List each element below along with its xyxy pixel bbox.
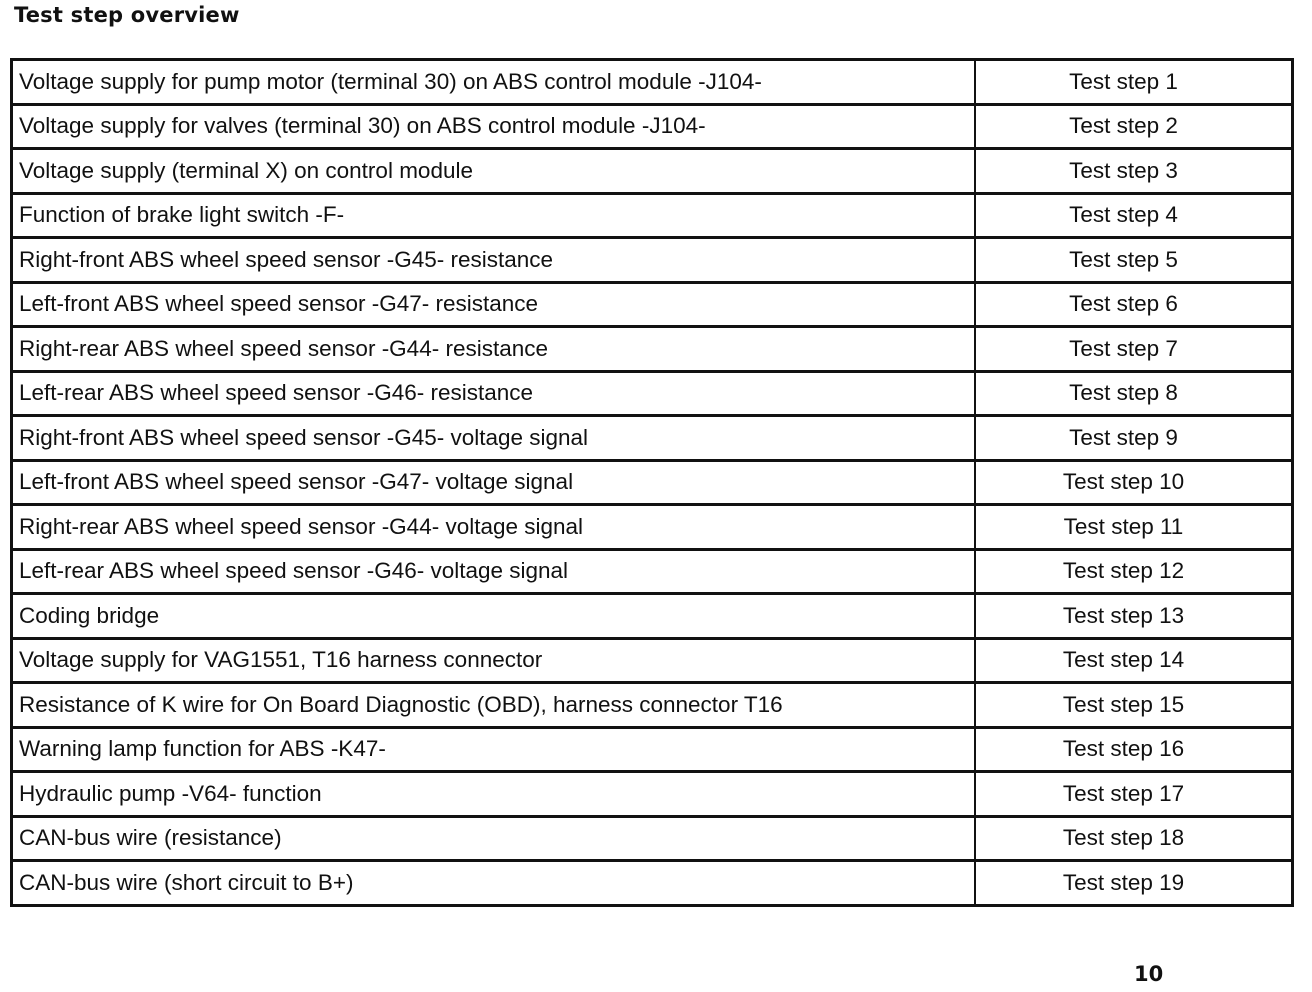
row-test-step: Test step 19 (975, 861, 1293, 906)
row-description: CAN-bus wire (resistance) (12, 816, 976, 861)
table-row (12, 594, 1293, 639)
row-test-step: Test step 14 (975, 638, 1293, 683)
table-row (12, 861, 1293, 906)
table-row (12, 683, 1293, 728)
row-test-step: Test step 9 (975, 416, 1293, 461)
row-description: Warning lamp function for ABS -K47- (12, 727, 976, 772)
row-test-step: Test step 5 (975, 238, 1293, 283)
table-row (12, 60, 1293, 105)
table-row (12, 371, 1293, 416)
table-row (12, 505, 1293, 550)
row-test-step: Test step 2 (975, 104, 1293, 149)
table-row (12, 282, 1293, 327)
row-test-step: Test step 3 (975, 149, 1293, 194)
table-row (12, 638, 1293, 683)
row-test-step: Test step 16 (975, 727, 1293, 772)
table-row (12, 193, 1293, 238)
row-test-step: Test step 8 (975, 371, 1293, 416)
row-description: Voltage supply for valves (terminal 30) on ABS control module -J104- (12, 104, 976, 149)
row-test-step: Test step 13 (975, 594, 1293, 639)
row-description: CAN-bus wire (short circuit to B+) (12, 861, 976, 906)
row-test-step: Test step 4 (975, 193, 1293, 238)
row-description: Voltage supply for VAG1551, T16 harness connector (12, 638, 976, 683)
table-row (12, 104, 1293, 149)
row-description: Left-front ABS wheel speed sensor -G47- voltage signal (12, 460, 976, 505)
table-row (12, 772, 1293, 817)
row-test-step: Test step 6 (975, 282, 1293, 327)
row-description: Left-front ABS wheel speed sensor -G47- resistance (12, 282, 976, 327)
row-test-step: Test step 15 (975, 683, 1293, 728)
row-description: Voltage supply (terminal X) on control module (12, 149, 976, 194)
row-test-step: Test step 17 (975, 772, 1293, 817)
row-test-step: Test step 10 (975, 460, 1293, 505)
row-description: Right-front ABS wheel speed sensor -G45- voltage signal (12, 416, 976, 461)
row-description: Function of brake light switch -F- (12, 193, 976, 238)
row-description: Left-rear ABS wheel speed sensor -G46- voltage signal (12, 549, 976, 594)
table-row (12, 816, 1293, 861)
table-row (12, 238, 1293, 283)
table-row (12, 727, 1293, 772)
row-description: Hydraulic pump -V64- function (12, 772, 976, 817)
table-row (12, 327, 1293, 372)
table-row (12, 460, 1293, 505)
page-title: Test step overview (14, 3, 240, 27)
row-description: Coding bridge (12, 594, 976, 639)
row-description: Right-rear ABS wheel speed sensor -G44- voltage signal (12, 505, 976, 550)
page-number: 10 (1134, 962, 1164, 986)
row-test-step: Test step 11 (975, 505, 1293, 550)
table-row (12, 416, 1293, 461)
table-row (12, 549, 1293, 594)
row-description: Voltage supply for pump motor (terminal 30) on ABS control module -J104- (12, 60, 976, 105)
test-step-table (10, 58, 1294, 907)
row-description: Left-rear ABS wheel speed sensor -G46- resistance (12, 371, 976, 416)
row-test-step: Test step 1 (975, 60, 1293, 105)
row-test-step: Test step 18 (975, 816, 1293, 861)
row-test-step: Test step 12 (975, 549, 1293, 594)
table-row (12, 149, 1293, 194)
row-test-step: Test step 7 (975, 327, 1293, 372)
row-description: Right-rear ABS wheel speed sensor -G44- resistance (12, 327, 976, 372)
row-description: Resistance of K wire for On Board Diagnostic (OBD), harness connector T16 (12, 683, 976, 728)
row-description: Right-front ABS wheel speed sensor -G45- resistance (12, 238, 976, 283)
table-body (12, 60, 1293, 906)
